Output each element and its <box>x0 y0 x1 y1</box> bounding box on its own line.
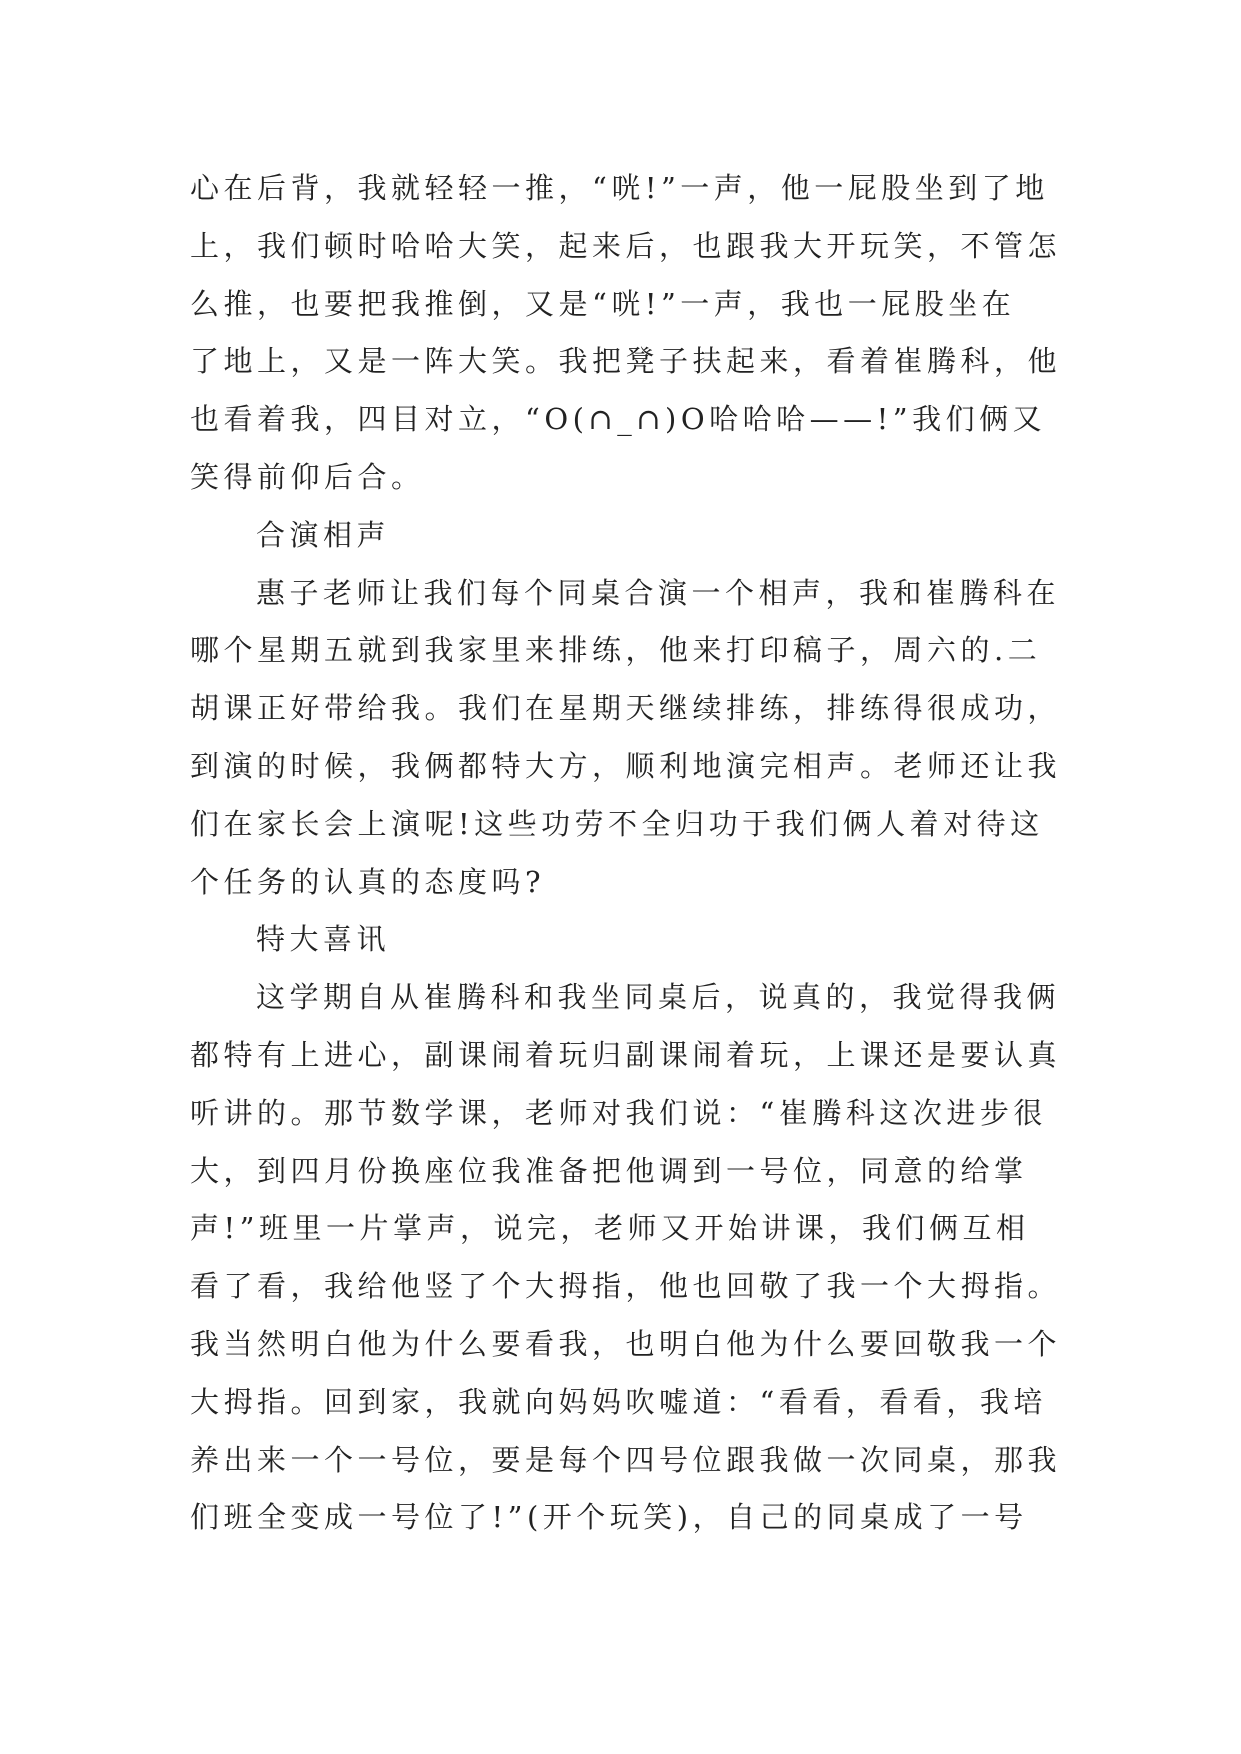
text-line: 上，我们顿时哈哈大笑，起来后，也跟我大开玩笑，不管怎 <box>190 228 1062 263</box>
text-line: 笑得前仰后合。 <box>190 459 425 494</box>
text-line: 养出来一个一号位，要是每个四号位跟我做一次同桌，那我 <box>190 1442 1062 1477</box>
text-line: 听讲的。那节数学课，老师对我们说：“崔腾科这次进步很 <box>190 1095 1047 1130</box>
text-line: 惠子老师让我们每个同桌合演一个相声，我和崔腾科在 <box>256 575 1061 610</box>
text-line: 声!”班里一片掌声，说完，老师又开始讲课，我们俩互相 <box>190 1211 1030 1246</box>
text-line: 心在后背，我就轻轻一推，“咣!”一声，他一屁股坐到了地 <box>190 171 1049 205</box>
text-line: 看了看，我给他竖了个大拇指，他也回敬了我一个大拇指。 <box>190 1269 1062 1304</box>
text-line: 哪个星期五就到我家里来排练，他来打印稿子，周六的.二 <box>190 633 1042 668</box>
text-line: 到演的时候，我俩都特大方，顺利地演完相声。老师还让我 <box>190 748 1062 783</box>
text-line: 这学期自从崔腾科和我坐同桌后，说真的，我觉得我俩 <box>256 980 1061 1015</box>
text-line: 也看着我，四目对立，“O(∩_∩)O哈哈哈——!”我们俩又 <box>190 402 1047 437</box>
section-heading: 合演相声 <box>256 517 391 552</box>
text-line: 了地上，又是一阵大笑。我把凳子扶起来，看着崔腾科，他 <box>190 344 1062 379</box>
section-heading: 特大喜讯 <box>256 922 391 957</box>
text-line: 大，到四月份换座位我准备把他调到一号位，同意的给掌 <box>190 1153 1028 1188</box>
text-line: 都特有上进心，副课闹着玩归副课闹着玩，上课还是要认真 <box>190 1037 1062 1072</box>
text-line: 胡课正好带给我。我们在星期天继续排练，排练得很成功， <box>190 691 1062 726</box>
text-line: 们在家长会上演呢!这些功劳不全归功于我们俩人着对待这 <box>190 806 1044 841</box>
document-body <box>190 160 1060 1547</box>
text-line: 个任务的认真的态度吗? <box>190 864 546 899</box>
text-line: 大拇指。回到家，我就向妈妈吹嘘道：“看看，看看，我培 <box>190 1384 1047 1419</box>
text-line: 们班全变成一号位了!”(开个玩笑)，自己的同桌成了一号 <box>190 1500 1028 1535</box>
text-line: 么推，也要把我推倒，又是“咣!”一声，我也一屁股坐在 <box>190 286 1016 321</box>
text-line: 我当然明白他为什么要看我，也明白他为什么要回敬我一个 <box>190 1326 1062 1361</box>
